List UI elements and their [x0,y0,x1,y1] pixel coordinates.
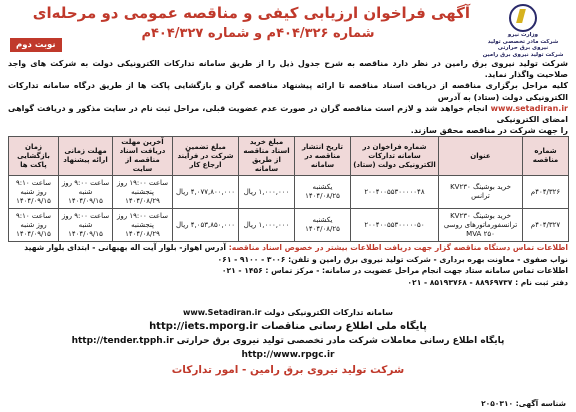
column-header: مبلغ تضمین شرکت در فرآیند ارجاع کار [173,137,239,176]
contact-lead: اطلاعات تماس دستگاه مناقصه گزار جهت دریافت اطلاعات بیشتر در خصوص اسناد مناقصه: [228,243,568,252]
column-header: عنوان [439,137,523,176]
issuer-signature: شرکت تولید نیروی برق رامین - امور تدارکات [171,364,405,376]
table-row [9,209,569,242]
tender-site-link[interactable]: پایگاه اطلاع رسانی معاملات شرکت مادر تخصصی تولید نیروی برق حرارتی http://tender.tpph.ir [71,336,505,346]
logo-line: شرکت مادر تخصصی تولید [487,38,559,45]
table-cell: ساعت ۹:۱۰ روز شنبه ۱۴۰۴/۰۹/۱۵ [9,209,59,242]
organization-logo [480,4,566,58]
table-cell: ۲۰۰۴۰۰۵۵۳۰۰۰۰۰۴۸ [351,176,439,209]
table-cell: ساعت ۱۹:۰۰ روز پنجشنبه ۱۴۰۴/۰۸/۲۹ [113,209,173,242]
tender-numbers: شماره ۴۰۴/۳۲۶م و شماره ۴۰۴/۳۲۷م [141,26,375,41]
table-cell: ساعت ۹:۰۰ روز شنبه ۱۴۰۴/۰۹/۱۵ [59,176,113,209]
table-cell: یکشنبه ۱۴۰۴/۰۸/۲۵ [295,209,351,242]
table-row [9,176,569,209]
website-list [8,306,568,378]
column-header: آخرین مهلت دریافت اسناد مناقصه از سایت [113,137,173,176]
iets-site-link[interactable]: پایگاه ملی اطلاع رسانی مناقصات http://iets.mporg.ir [149,321,427,332]
intro-paragraph [8,58,568,136]
column-header: شماره فراخوان در سامانه تدارکات الکترونیکی دولت (ستاد) [351,137,439,176]
table-cell: ۲۰۰۴۰۰۵۵۳۰۰۰۰۰۵۰ [351,209,439,242]
logo-line: نیروی برق حرارتی [497,45,549,51]
intro-text: انجام خواهد شد و لازم است مناقصه گران در صورت عدم عضویت قبلی، مراحل ثبت نام در سایت مذکور و دریافت گواهی امضای الکترونیکی [8,103,568,125]
column-header: زمان بازگشایی پاکت ها [9,137,59,176]
intro-line: کلیه مراحل برگزاری مناقصه از دریافت اسناد مناقصه تا ارائه پیشنهاد مناقصه گران و بازگشایی پاکت ها از طریق درگاه سامانه تدارکات الکترونیکی دولت (ستاد) به آدرس [8,81,568,102]
contact-line [8,242,568,254]
table-cell: خرید بوشینگ KV۲۳۰ ترانس [439,176,523,209]
column-header: تاریخ انتشار مناقصه در سامانه [295,137,351,176]
tender-table [8,136,569,242]
column-header: مهلت زمانی ارائه پیشنهاد [59,137,113,176]
setad-site-link[interactable]: سامانه تدارکات الکترونیکی دولت www.Setadiran.ir [182,308,393,317]
table-cell: ساعت ۹:۱۰ روز شنبه ۱۴۰۴/۰۹/۱۵ [9,176,59,209]
contact-line: اطلاعات تماس سامانه ستاد جهت انجام مراحل عضویت در سامانه: - مرکز تماس : ۱۴۵۶ - ۰۲۱ [221,266,568,276]
table-cell: ۱,۰۰۰,۰۰۰ ریال [239,209,295,242]
logo-line: وزارت نیرو [507,32,539,38]
setad-link[interactable]: www.setadiran.ir [490,103,568,113]
table-header-row [9,137,569,176]
ad-id: شناسه آگهی: ۲۰۵۰۳۱۰ [481,399,566,408]
intro-line: شرکت تولید نیروی برق رامین در نظر دارد مناقصه به شرح جدول ذیل را از طریق سامانه تدارکات الکترونیکی دولت به شرکت های واجد صلاحیت واگذار نماید. [8,59,568,80]
power-plant-icon [509,4,537,32]
table-cell: ۴۰۴/۳۲۶م [523,176,569,209]
table-cell: خرید بوشینگ KV۲۳۰ ترانسفورماتورهای روسی ۲۵۰ MVA [439,209,523,242]
table-cell: ۱,۰۰۰,۰۰۰ ریال [239,176,295,209]
column-header: مبلغ خرید اسناد مناقصه از طریق سامانه [239,137,295,176]
header [6,2,570,58]
logo-line: شرکت تولید نیروی برق رامین [482,51,564,58]
contact-address: آدرس اهواز- بلوار آیت اله بهبهانی - ابتدای بلوار شهید [24,243,227,252]
page-title: آگهی فراخوان ارزیابی کیفی و مناقصه عمومی دو مرحله‌ای [32,4,470,22]
table-cell: ۴,۰۷۷,۸۰۰,۰۰۰ ریال [173,176,239,209]
table-cell: ساعت ۹:۰۰ روز شنبه ۱۴۰۴/۰۹/۱۵ [59,209,113,242]
rpgc-site-link[interactable]: http://www.rpgc.ir [241,350,335,360]
contact-info [8,242,568,288]
table-cell: ساعت ۱۹:۰۰ روز پنجشنبه ۱۴۰۴/۰۸/۲۹ [113,176,173,209]
contact-line: نواب صفوی - معاونت بهره برداری - شرکت تولید نیروی برق رامین و تلفن: ۳۰۰۶ - ۹۱۰۰ - ۰۶۱ [217,254,568,264]
intro-line [8,103,568,125]
table-cell: ۴,۰۵۳,۸۵۰,۰۰۰ ریال [173,209,239,242]
round-badge: نوبت دوم [10,38,62,52]
table-cell: یکشنبه ۱۴۰۴/۰۸/۲۵ [295,176,351,209]
intro-line: را جهت شرکت در مناقصه محقق سازند. [410,126,568,136]
table-cell: ۴۰۴/۳۲۷م [523,209,569,242]
column-header: شماره مناقصه [523,137,569,176]
contact-line: دفتر ثبت نام : ۸۸۹۶۹۷۳۷ - ۸۵۱۹۳۷۶۸ - ۰۲۱ [407,277,568,287]
